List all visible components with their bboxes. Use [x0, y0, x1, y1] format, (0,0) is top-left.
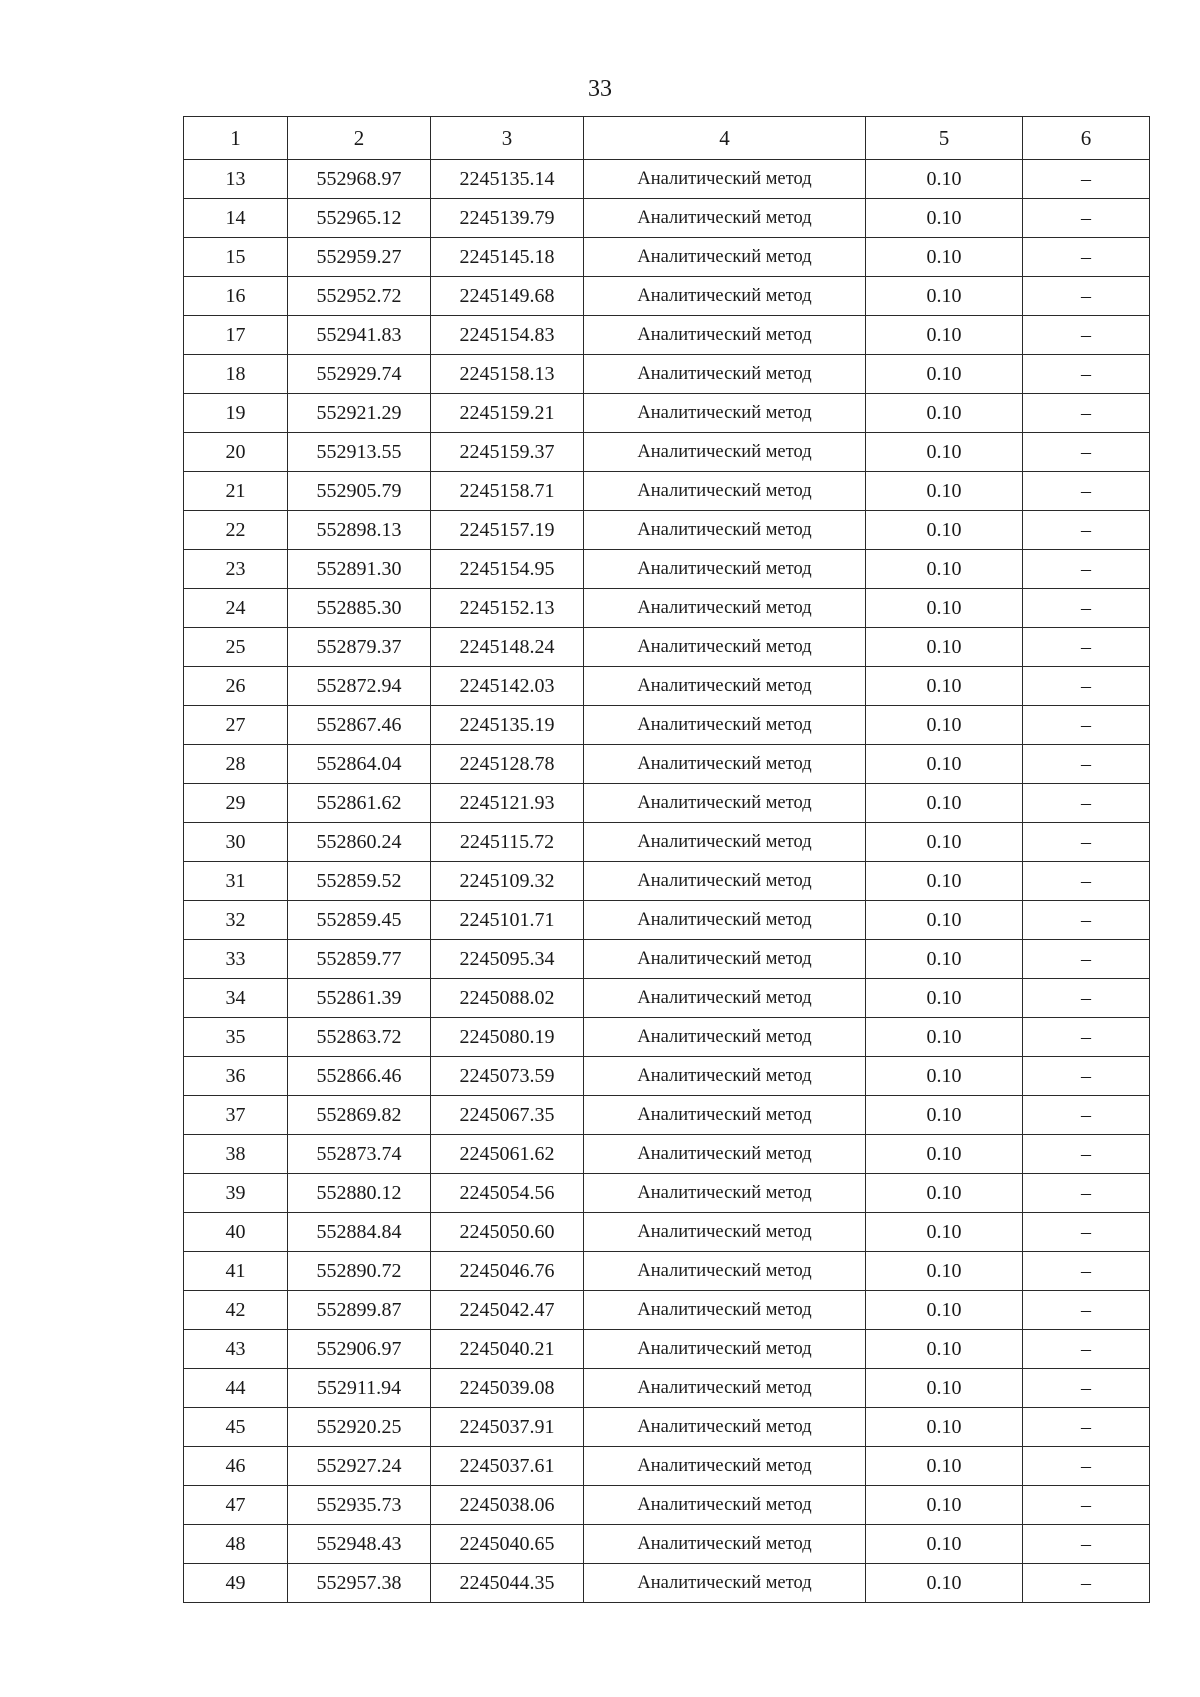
note-cell: –	[1023, 745, 1150, 784]
y-coordinate-cell: 2245095.34	[431, 940, 584, 979]
table-row	[184, 823, 1150, 862]
accuracy-cell: 0.10	[866, 433, 1023, 472]
table-row	[184, 472, 1150, 511]
note-cell: –	[1023, 1525, 1150, 1564]
point-number-cell: 38	[184, 1135, 288, 1174]
note-cell: –	[1023, 1564, 1150, 1603]
note-cell: –	[1023, 628, 1150, 667]
x-coordinate-cell: 552968.97	[288, 160, 431, 199]
point-number-cell: 33	[184, 940, 288, 979]
y-coordinate-cell: 2245037.61	[431, 1447, 584, 1486]
table-row	[184, 1564, 1150, 1603]
x-coordinate-cell: 552864.04	[288, 745, 431, 784]
accuracy-cell: 0.10	[866, 316, 1023, 355]
method-cell: Аналитический метод	[584, 1330, 866, 1369]
note-cell: –	[1023, 1447, 1150, 1486]
note-cell: –	[1023, 979, 1150, 1018]
x-coordinate-cell: 552965.12	[288, 199, 431, 238]
method-cell: Аналитический метод	[584, 160, 866, 199]
table-row	[184, 1174, 1150, 1213]
note-cell: –	[1023, 277, 1150, 316]
y-coordinate-cell: 2245042.47	[431, 1291, 584, 1330]
point-number-cell: 28	[184, 745, 288, 784]
x-coordinate-cell: 552873.74	[288, 1135, 431, 1174]
point-number-cell: 32	[184, 901, 288, 940]
method-cell: Аналитический метод	[584, 784, 866, 823]
accuracy-cell: 0.10	[866, 784, 1023, 823]
x-coordinate-cell: 552860.24	[288, 823, 431, 862]
accuracy-cell: 0.10	[866, 940, 1023, 979]
column-header: 5	[866, 117, 1023, 160]
y-coordinate-cell: 2245145.18	[431, 238, 584, 277]
table-row	[184, 316, 1150, 355]
y-coordinate-cell: 2245040.21	[431, 1330, 584, 1369]
note-cell: –	[1023, 433, 1150, 472]
x-coordinate-cell: 552872.94	[288, 667, 431, 706]
point-number-cell: 22	[184, 511, 288, 550]
note-cell: –	[1023, 160, 1150, 199]
y-coordinate-cell: 2245128.78	[431, 745, 584, 784]
accuracy-cell: 0.10	[866, 238, 1023, 277]
table-row	[184, 355, 1150, 394]
y-coordinate-cell: 2245037.91	[431, 1408, 584, 1447]
table-row	[184, 160, 1150, 199]
note-cell: –	[1023, 1330, 1150, 1369]
method-cell: Аналитический метод	[584, 1291, 866, 1330]
y-coordinate-cell: 2245088.02	[431, 979, 584, 1018]
y-coordinate-cell: 2245038.06	[431, 1486, 584, 1525]
accuracy-cell: 0.10	[866, 1174, 1023, 1213]
point-number-cell: 35	[184, 1018, 288, 1057]
table-row	[184, 1369, 1150, 1408]
column-header: 6	[1023, 117, 1150, 160]
point-number-cell: 20	[184, 433, 288, 472]
x-coordinate-cell: 552952.72	[288, 277, 431, 316]
method-cell: Аналитический метод	[584, 667, 866, 706]
table-row	[184, 1291, 1150, 1330]
method-cell: Аналитический метод	[584, 745, 866, 784]
method-cell: Аналитический метод	[584, 1486, 866, 1525]
note-cell: –	[1023, 823, 1150, 862]
table-row	[184, 706, 1150, 745]
x-coordinate-cell: 552863.72	[288, 1018, 431, 1057]
y-coordinate-cell: 2245109.32	[431, 862, 584, 901]
method-cell: Аналитический метод	[584, 199, 866, 238]
note-cell: –	[1023, 238, 1150, 277]
method-cell: Аналитический метод	[584, 628, 866, 667]
point-number-cell: 43	[184, 1330, 288, 1369]
method-cell: Аналитический метод	[584, 1564, 866, 1603]
note-cell: –	[1023, 862, 1150, 901]
x-coordinate-cell: 552905.79	[288, 472, 431, 511]
accuracy-cell: 0.10	[866, 1018, 1023, 1057]
accuracy-cell: 0.10	[866, 199, 1023, 238]
accuracy-cell: 0.10	[866, 277, 1023, 316]
x-coordinate-cell: 552898.13	[288, 511, 431, 550]
note-cell: –	[1023, 199, 1150, 238]
table-row	[184, 433, 1150, 472]
table-row	[184, 1447, 1150, 1486]
point-number-cell: 19	[184, 394, 288, 433]
table-row	[184, 1057, 1150, 1096]
y-coordinate-cell: 2245046.76	[431, 1252, 584, 1291]
note-cell: –	[1023, 1408, 1150, 1447]
x-coordinate-cell: 552891.30	[288, 550, 431, 589]
point-number-cell: 26	[184, 667, 288, 706]
note-cell: –	[1023, 1486, 1150, 1525]
method-cell: Аналитический метод	[584, 511, 866, 550]
method-cell: Аналитический метод	[584, 1213, 866, 1252]
y-coordinate-cell: 2245135.14	[431, 160, 584, 199]
accuracy-cell: 0.10	[866, 1291, 1023, 1330]
table-row	[184, 550, 1150, 589]
x-coordinate-cell: 552959.27	[288, 238, 431, 277]
y-coordinate-cell: 2245139.79	[431, 199, 584, 238]
x-coordinate-cell: 552884.84	[288, 1213, 431, 1252]
method-cell: Аналитический метод	[584, 1057, 866, 1096]
y-coordinate-cell: 2245061.62	[431, 1135, 584, 1174]
table-row	[184, 1135, 1150, 1174]
point-number-cell: 47	[184, 1486, 288, 1525]
note-cell: –	[1023, 394, 1150, 433]
x-coordinate-cell: 552957.38	[288, 1564, 431, 1603]
x-coordinate-cell: 552867.46	[288, 706, 431, 745]
table-row	[184, 979, 1150, 1018]
table-row	[184, 784, 1150, 823]
table-row	[184, 277, 1150, 316]
accuracy-cell: 0.10	[866, 1525, 1023, 1564]
y-coordinate-cell: 2245080.19	[431, 1018, 584, 1057]
accuracy-cell: 0.10	[866, 1447, 1023, 1486]
y-coordinate-cell: 2245054.56	[431, 1174, 584, 1213]
accuracy-cell: 0.10	[866, 1213, 1023, 1252]
method-cell: Аналитический метод	[584, 1096, 866, 1135]
method-cell: Аналитический метод	[584, 1018, 866, 1057]
table-row	[184, 199, 1150, 238]
point-number-cell: 13	[184, 160, 288, 199]
y-coordinate-cell: 2245101.71	[431, 901, 584, 940]
point-number-cell: 40	[184, 1213, 288, 1252]
point-number-cell: 36	[184, 1057, 288, 1096]
method-cell: Аналитический метод	[584, 862, 866, 901]
accuracy-cell: 0.10	[866, 706, 1023, 745]
x-coordinate-cell: 552948.43	[288, 1525, 431, 1564]
y-coordinate-cell: 2245158.71	[431, 472, 584, 511]
table-row	[184, 394, 1150, 433]
table-row	[184, 1330, 1150, 1369]
y-coordinate-cell: 2245154.95	[431, 550, 584, 589]
x-coordinate-cell: 552899.87	[288, 1291, 431, 1330]
x-coordinate-cell: 552869.82	[288, 1096, 431, 1135]
y-coordinate-cell: 2245159.37	[431, 433, 584, 472]
table-row	[184, 1252, 1150, 1291]
table-body	[184, 117, 1150, 1603]
table-row	[184, 1018, 1150, 1057]
point-number-cell: 23	[184, 550, 288, 589]
point-number-cell: 15	[184, 238, 288, 277]
note-cell: –	[1023, 316, 1150, 355]
note-cell: –	[1023, 667, 1150, 706]
point-number-cell: 16	[184, 277, 288, 316]
table-row	[184, 1213, 1150, 1252]
accuracy-cell: 0.10	[866, 823, 1023, 862]
x-coordinate-cell: 552911.94	[288, 1369, 431, 1408]
point-number-cell: 31	[184, 862, 288, 901]
note-cell: –	[1023, 940, 1150, 979]
y-coordinate-cell: 2245149.68	[431, 277, 584, 316]
x-coordinate-cell: 552913.55	[288, 433, 431, 472]
table-row	[184, 1486, 1150, 1525]
note-cell: –	[1023, 1018, 1150, 1057]
point-number-cell: 48	[184, 1525, 288, 1564]
x-coordinate-cell: 552861.39	[288, 979, 431, 1018]
coordinates-table	[183, 116, 1150, 1603]
accuracy-cell: 0.10	[866, 862, 1023, 901]
x-coordinate-cell: 552861.62	[288, 784, 431, 823]
table-row	[184, 862, 1150, 901]
y-coordinate-cell: 2245044.35	[431, 1564, 584, 1603]
page-number: 33	[588, 76, 612, 102]
accuracy-cell: 0.10	[866, 1330, 1023, 1369]
accuracy-cell: 0.10	[866, 1486, 1023, 1525]
x-coordinate-cell: 552921.29	[288, 394, 431, 433]
method-cell: Аналитический метод	[584, 1525, 866, 1564]
method-cell: Аналитический метод	[584, 979, 866, 1018]
method-cell: Аналитический метод	[584, 589, 866, 628]
method-cell: Аналитический метод	[584, 394, 866, 433]
x-coordinate-cell: 552879.37	[288, 628, 431, 667]
method-cell: Аналитический метод	[584, 433, 866, 472]
point-number-cell: 37	[184, 1096, 288, 1135]
method-cell: Аналитический метод	[584, 1369, 866, 1408]
column-header: 1	[184, 117, 288, 160]
note-cell: –	[1023, 784, 1150, 823]
method-cell: Аналитический метод	[584, 940, 866, 979]
accuracy-cell: 0.10	[866, 1408, 1023, 1447]
method-cell: Аналитический метод	[584, 1252, 866, 1291]
y-coordinate-cell: 2245121.93	[431, 784, 584, 823]
accuracy-cell: 0.10	[866, 1057, 1023, 1096]
point-number-cell: 29	[184, 784, 288, 823]
method-cell: Аналитический метод	[584, 1447, 866, 1486]
y-coordinate-cell: 2245073.59	[431, 1057, 584, 1096]
method-cell: Аналитический метод	[584, 1135, 866, 1174]
table-row	[184, 940, 1150, 979]
y-coordinate-cell: 2245157.19	[431, 511, 584, 550]
point-number-cell: 39	[184, 1174, 288, 1213]
note-cell: –	[1023, 901, 1150, 940]
table-header-row	[184, 117, 1150, 160]
note-cell: –	[1023, 355, 1150, 394]
accuracy-cell: 0.10	[866, 979, 1023, 1018]
accuracy-cell: 0.10	[866, 901, 1023, 940]
table-row	[184, 238, 1150, 277]
x-coordinate-cell: 552859.45	[288, 901, 431, 940]
note-cell: –	[1023, 1096, 1150, 1135]
point-number-cell: 27	[184, 706, 288, 745]
point-number-cell: 49	[184, 1564, 288, 1603]
point-number-cell: 30	[184, 823, 288, 862]
x-coordinate-cell: 552927.24	[288, 1447, 431, 1486]
note-cell: –	[1023, 1057, 1150, 1096]
accuracy-cell: 0.10	[866, 1564, 1023, 1603]
note-cell: –	[1023, 1369, 1150, 1408]
accuracy-cell: 0.10	[866, 589, 1023, 628]
x-coordinate-cell: 552859.77	[288, 940, 431, 979]
table-row	[184, 1096, 1150, 1135]
x-coordinate-cell: 552859.52	[288, 862, 431, 901]
point-number-cell: 25	[184, 628, 288, 667]
accuracy-cell: 0.10	[866, 472, 1023, 511]
x-coordinate-cell: 552935.73	[288, 1486, 431, 1525]
accuracy-cell: 0.10	[866, 1252, 1023, 1291]
note-cell: –	[1023, 511, 1150, 550]
table-row	[184, 511, 1150, 550]
y-coordinate-cell: 2245148.24	[431, 628, 584, 667]
method-cell: Аналитический метод	[584, 1174, 866, 1213]
note-cell: –	[1023, 589, 1150, 628]
x-coordinate-cell: 552920.25	[288, 1408, 431, 1447]
method-cell: Аналитический метод	[584, 823, 866, 862]
y-coordinate-cell: 2245067.35	[431, 1096, 584, 1135]
x-coordinate-cell: 552906.97	[288, 1330, 431, 1369]
x-coordinate-cell: 552885.30	[288, 589, 431, 628]
table-row	[184, 901, 1150, 940]
table-row	[184, 1408, 1150, 1447]
accuracy-cell: 0.10	[866, 1096, 1023, 1135]
note-cell: –	[1023, 550, 1150, 589]
method-cell: Аналитический метод	[584, 238, 866, 277]
note-cell: –	[1023, 472, 1150, 511]
point-number-cell: 46	[184, 1447, 288, 1486]
accuracy-cell: 0.10	[866, 628, 1023, 667]
table-row	[184, 589, 1150, 628]
y-coordinate-cell: 2245152.13	[431, 589, 584, 628]
method-cell: Аналитический метод	[584, 316, 866, 355]
column-header: 4	[584, 117, 866, 160]
accuracy-cell: 0.10	[866, 745, 1023, 784]
x-coordinate-cell: 552941.83	[288, 316, 431, 355]
point-number-cell: 34	[184, 979, 288, 1018]
accuracy-cell: 0.10	[866, 1135, 1023, 1174]
table-row	[184, 1525, 1150, 1564]
point-number-cell: 17	[184, 316, 288, 355]
column-header: 3	[431, 117, 584, 160]
point-number-cell: 44	[184, 1369, 288, 1408]
method-cell: Аналитический метод	[584, 1408, 866, 1447]
method-cell: Аналитический метод	[584, 550, 866, 589]
x-coordinate-cell: 552890.72	[288, 1252, 431, 1291]
point-number-cell: 45	[184, 1408, 288, 1447]
table-row	[184, 745, 1150, 784]
accuracy-cell: 0.10	[866, 394, 1023, 433]
method-cell: Аналитический метод	[584, 472, 866, 511]
accuracy-cell: 0.10	[866, 550, 1023, 589]
method-cell: Аналитический метод	[584, 277, 866, 316]
accuracy-cell: 0.10	[866, 511, 1023, 550]
note-cell: –	[1023, 1135, 1150, 1174]
point-number-cell: 24	[184, 589, 288, 628]
accuracy-cell: 0.10	[866, 1369, 1023, 1408]
accuracy-cell: 0.10	[866, 355, 1023, 394]
y-coordinate-cell: 2245115.72	[431, 823, 584, 862]
note-cell: –	[1023, 1213, 1150, 1252]
method-cell: Аналитический метод	[584, 355, 866, 394]
table-row	[184, 667, 1150, 706]
y-coordinate-cell: 2245040.65	[431, 1525, 584, 1564]
accuracy-cell: 0.10	[866, 160, 1023, 199]
y-coordinate-cell: 2245135.19	[431, 706, 584, 745]
method-cell: Аналитический метод	[584, 706, 866, 745]
accuracy-cell: 0.10	[866, 667, 1023, 706]
method-cell: Аналитический метод	[584, 901, 866, 940]
note-cell: –	[1023, 706, 1150, 745]
x-coordinate-cell: 552866.46	[288, 1057, 431, 1096]
y-coordinate-cell: 2245154.83	[431, 316, 584, 355]
note-cell: –	[1023, 1252, 1150, 1291]
table-row	[184, 628, 1150, 667]
y-coordinate-cell: 2245039.08	[431, 1369, 584, 1408]
point-number-cell: 21	[184, 472, 288, 511]
y-coordinate-cell: 2245050.60	[431, 1213, 584, 1252]
x-coordinate-cell: 552880.12	[288, 1174, 431, 1213]
y-coordinate-cell: 2245142.03	[431, 667, 584, 706]
y-coordinate-cell: 2245158.13	[431, 355, 584, 394]
point-number-cell: 41	[184, 1252, 288, 1291]
note-cell: –	[1023, 1174, 1150, 1213]
column-header: 2	[288, 117, 431, 160]
point-number-cell: 42	[184, 1291, 288, 1330]
point-number-cell: 18	[184, 355, 288, 394]
note-cell: –	[1023, 1291, 1150, 1330]
x-coordinate-cell: 552929.74	[288, 355, 431, 394]
point-number-cell: 14	[184, 199, 288, 238]
y-coordinate-cell: 2245159.21	[431, 394, 584, 433]
